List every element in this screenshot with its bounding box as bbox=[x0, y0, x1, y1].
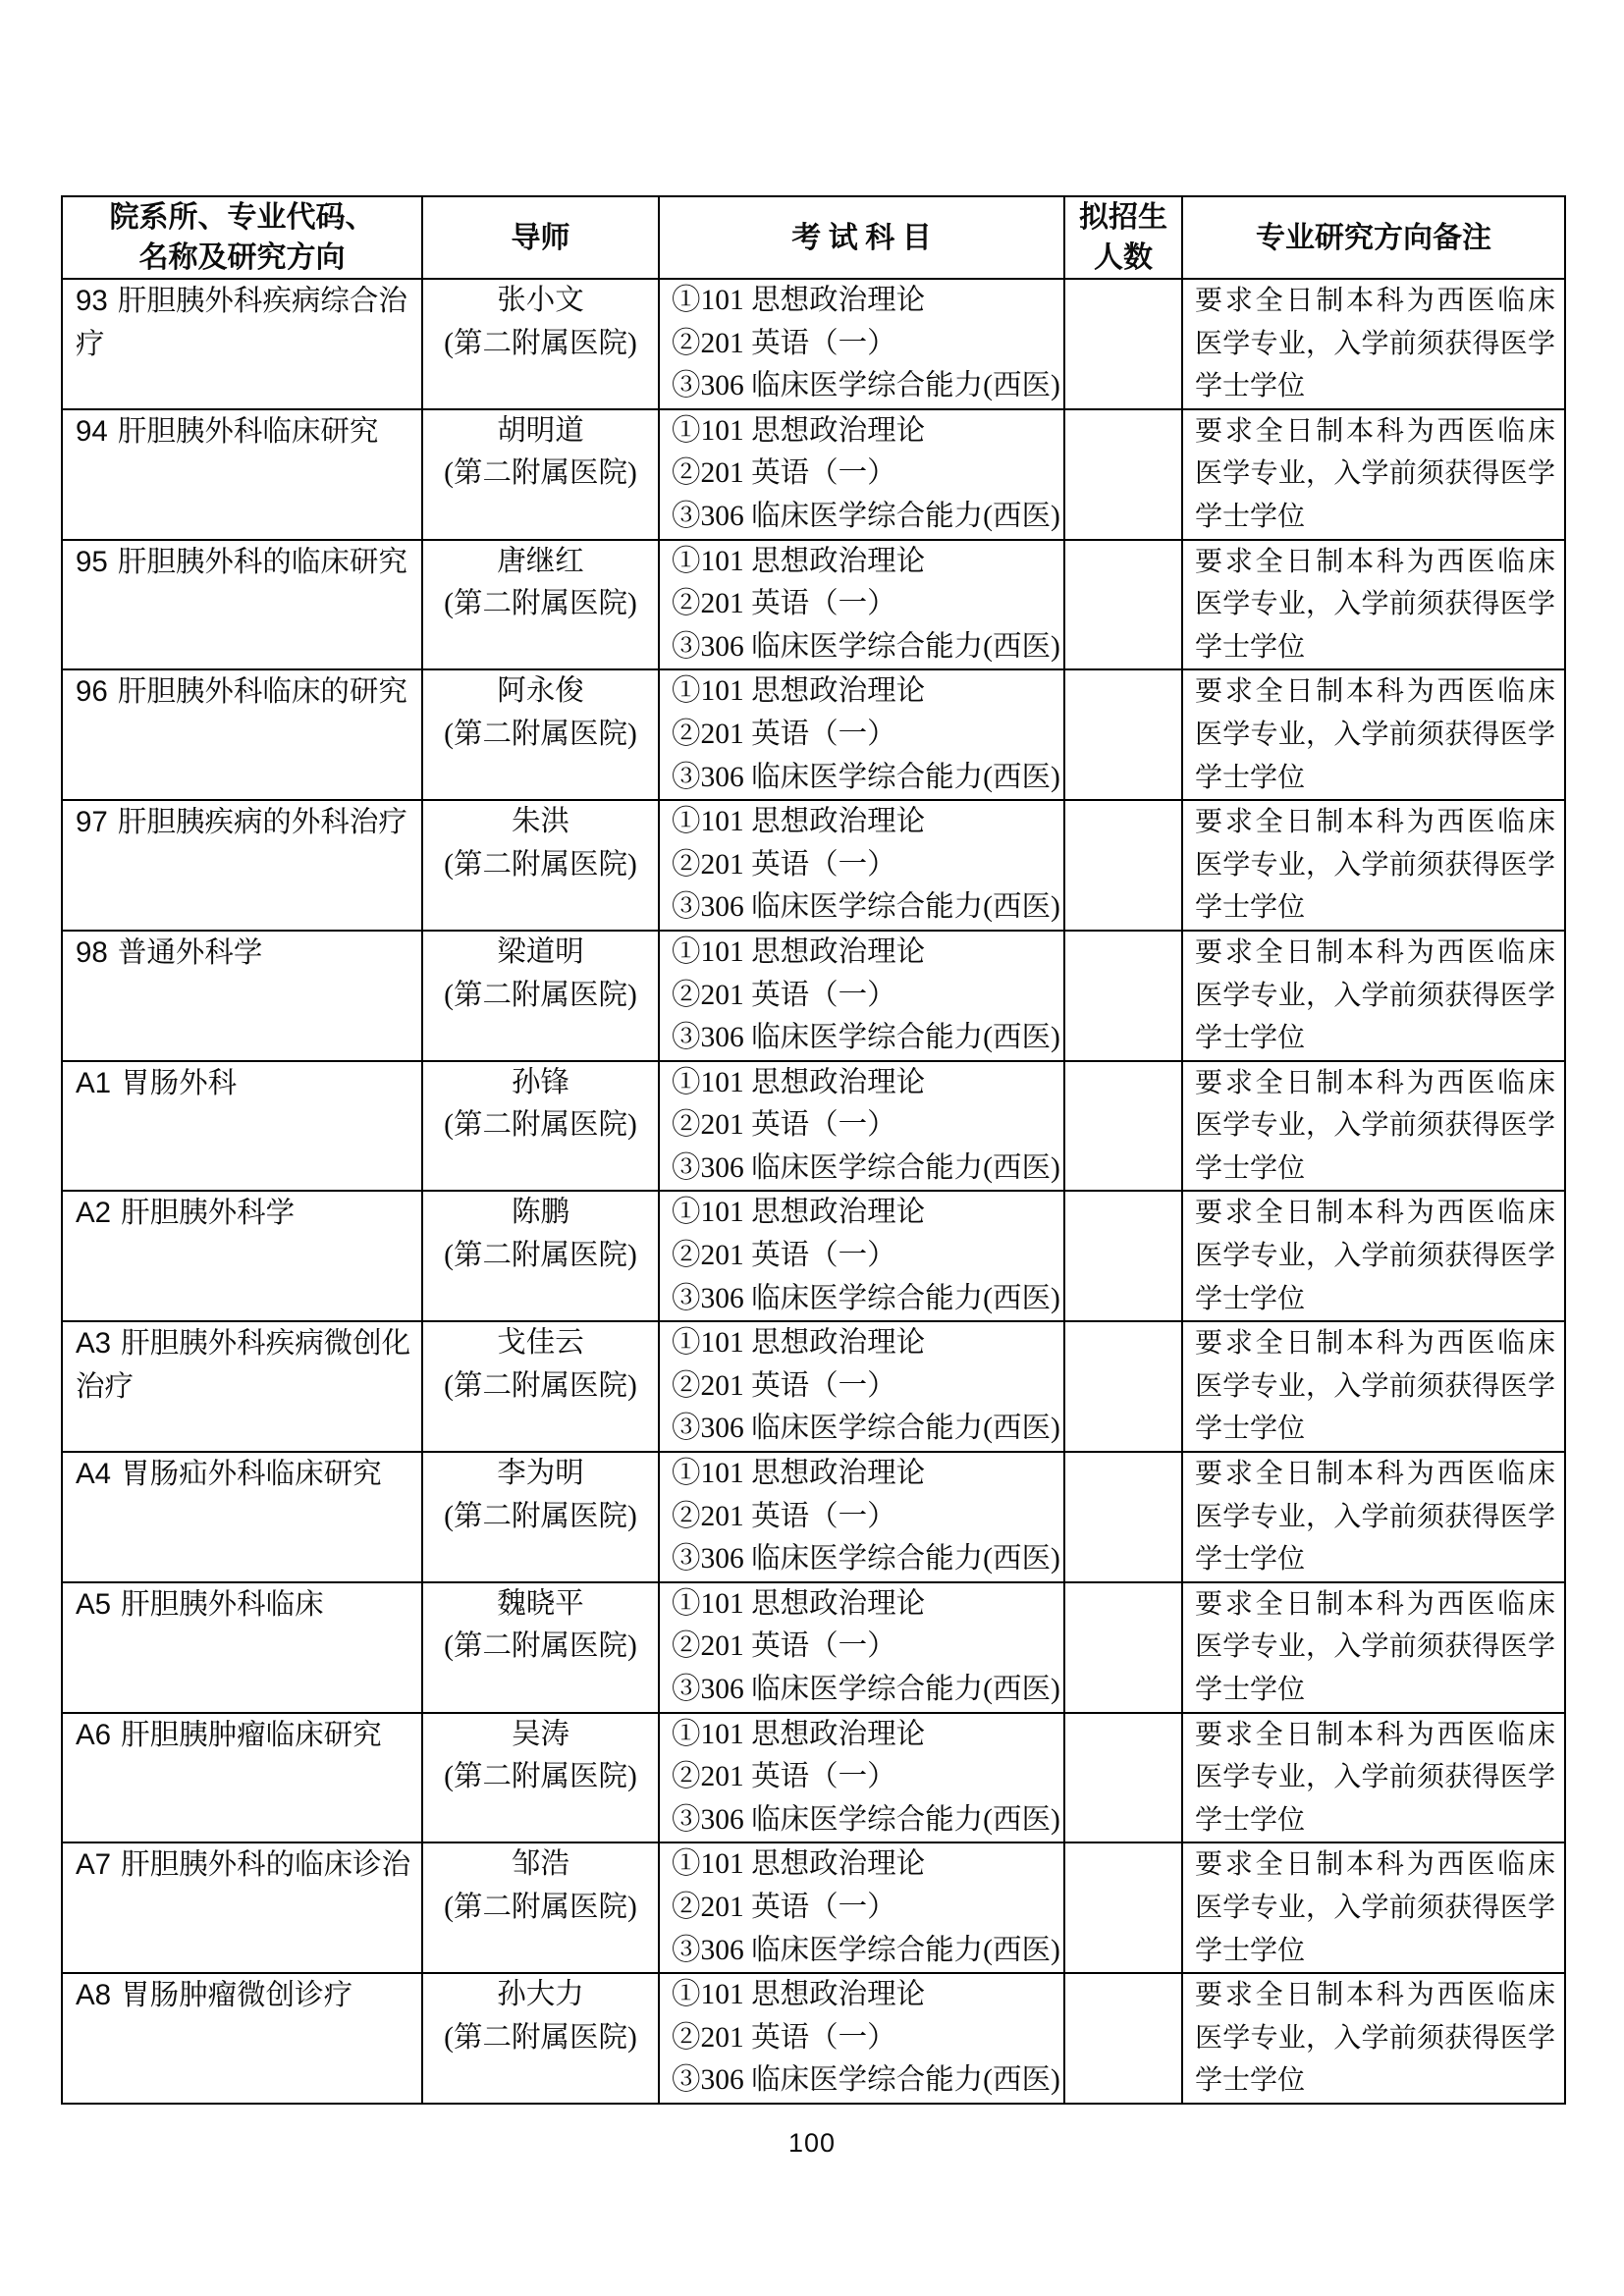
remark-line: 医学专业，入学前须获得医学 bbox=[1195, 1892, 1555, 1923]
tutor-affiliation: (第二附属医院) bbox=[444, 1630, 637, 1663]
header-department-line2: 名称及研究方向 bbox=[138, 241, 346, 274]
remark-cell bbox=[1182, 1321, 1565, 1452]
table-row bbox=[62, 1973, 1565, 2104]
enrollment-cell bbox=[1064, 1713, 1182, 1843]
tutor-name: 邹浩 bbox=[511, 1848, 569, 1881]
remark-line: 学士学位 bbox=[1195, 892, 1306, 924]
header-exam-subjects: 考 试 科 目 bbox=[659, 196, 1064, 279]
exam-subjects-cell bbox=[659, 409, 1064, 540]
direction-cell bbox=[62, 1191, 422, 1321]
remark-line: 医学专业，入学前须获得医学 bbox=[1195, 1501, 1555, 1532]
tutor-cell bbox=[422, 1582, 659, 1713]
admissions-table bbox=[61, 195, 1566, 2105]
exam-subject: ①101 思想政治理论 bbox=[672, 285, 926, 316]
tutor-name: 吴涛 bbox=[511, 1718, 569, 1750]
exam-subjects-cell bbox=[659, 279, 1064, 409]
exam-subject: ③306 临床医学综合能力(西医) bbox=[672, 370, 1060, 402]
exam-subject: ①101 思想政治理论 bbox=[672, 1197, 926, 1229]
remark-line: 要求全日制本科为西医临床 bbox=[1195, 807, 1555, 838]
page-number: 100 bbox=[787, 2128, 837, 2158]
header-row bbox=[62, 196, 1565, 279]
tutor-name: 孙大力 bbox=[497, 1979, 584, 2011]
exam-subject: ②201 英语（一） bbox=[672, 1630, 896, 1663]
exam-subjects-cell bbox=[659, 1321, 1064, 1452]
direction-cell bbox=[62, 279, 422, 409]
exam-subject: ③306 临床医学综合能力(西医) bbox=[672, 891, 1060, 924]
direction-cell bbox=[62, 1713, 422, 1843]
remark-line: 要求全日制本科为西医临床 bbox=[1195, 936, 1555, 968]
exam-subjects-cell bbox=[659, 1973, 1064, 2104]
header-department-line1: 院系所、专业代码、 bbox=[109, 201, 375, 234]
tutor-cell bbox=[422, 931, 659, 1061]
enrollment-cell bbox=[1064, 1973, 1182, 2104]
remark-line: 要求全日制本科为西医临床 bbox=[1195, 546, 1555, 577]
remark-cell bbox=[1182, 409, 1565, 540]
tutor-affiliation: (第二附属医院) bbox=[444, 979, 637, 1011]
direction-code: 96 bbox=[76, 675, 108, 709]
enrollment-cell bbox=[1064, 800, 1182, 931]
exam-subject: ①101 思想政治理论 bbox=[672, 1848, 926, 1881]
tutor-affiliation: (第二附属医院) bbox=[444, 1369, 637, 1402]
direction-code: A4 bbox=[76, 1458, 112, 1491]
remark-line: 医学专业，入学前须获得医学 bbox=[1195, 719, 1555, 750]
direction-code: 93 bbox=[76, 285, 108, 317]
exam-subject: ③306 临床医学综合能力(西医) bbox=[672, 630, 1060, 663]
remark-line: 学士学位 bbox=[1195, 1414, 1306, 1445]
exam-subjects-cell bbox=[659, 669, 1064, 800]
tutor-name: 戈佳云 bbox=[497, 1327, 584, 1360]
tutor-affiliation: (第二附属医院) bbox=[444, 718, 637, 750]
remark-line: 学士学位 bbox=[1195, 1023, 1306, 1054]
remark-line: 要求全日制本科为西医临床 bbox=[1195, 1719, 1555, 1750]
exam-subjects-cell bbox=[659, 931, 1064, 1061]
direction-code: 98 bbox=[76, 935, 108, 969]
tutor-cell bbox=[422, 800, 659, 931]
remark-line: 学士学位 bbox=[1195, 1675, 1306, 1705]
exam-subject: ③306 临床医学综合能力(西医) bbox=[672, 1151, 1060, 1184]
tutor-cell bbox=[422, 1452, 659, 1582]
tutor-affiliation: (第二附属医院) bbox=[444, 1761, 637, 1793]
enrollment-cell bbox=[1064, 540, 1182, 670]
direction-code: 97 bbox=[76, 806, 108, 839]
tutor-name: 陈鹏 bbox=[511, 1197, 569, 1229]
exam-subject: ③306 临床医学综合能力(西医) bbox=[672, 1022, 1060, 1054]
direction-name: 胃肠疝外科临床研究 bbox=[121, 1459, 382, 1491]
tutor-name: 阿永俊 bbox=[497, 675, 584, 708]
direction-name: 肝胆胰疾病的外科治疗 bbox=[117, 807, 407, 839]
table-row bbox=[62, 931, 1565, 1061]
tutor-cell bbox=[422, 1191, 659, 1321]
remark-line: 医学专业，入学前须获得医学 bbox=[1195, 458, 1555, 490]
exam-subjects-cell bbox=[659, 1842, 1064, 1973]
direction-code: A1 bbox=[76, 1066, 112, 1099]
exam-subject: ③306 临床医学综合能力(西医) bbox=[672, 500, 1060, 532]
exam-subjects-cell bbox=[659, 540, 1064, 670]
remark-line: 学士学位 bbox=[1195, 1152, 1306, 1184]
tutor-name: 梁道明 bbox=[497, 935, 584, 968]
table-row bbox=[62, 540, 1565, 670]
exam-subject: ②201 英语（一） bbox=[672, 1240, 896, 1272]
exam-subject: ①101 思想政治理论 bbox=[672, 675, 926, 708]
table-row bbox=[62, 800, 1565, 931]
tutor-name: 魏晓平 bbox=[497, 1587, 584, 1620]
direction-name: 肝胆胰外科的临床诊治 bbox=[121, 1849, 411, 1882]
direction-cell bbox=[62, 540, 422, 670]
direction-cell bbox=[62, 931, 422, 1061]
tutor-name: 唐继红 bbox=[497, 545, 584, 577]
tutor-affiliation: (第二附属医院) bbox=[444, 2021, 637, 2054]
header-enrollment-line2: 人数 bbox=[1094, 241, 1153, 274]
remark-cell bbox=[1182, 1973, 1565, 2104]
direction-code: A6 bbox=[76, 1718, 112, 1751]
remark-line: 要求全日制本科为西医临床 bbox=[1195, 1067, 1555, 1098]
tutor-affiliation: (第二附属医院) bbox=[444, 588, 637, 620]
exam-subject: ③306 临床医学综合能力(西医) bbox=[672, 1413, 1060, 1445]
exam-subjects-cell bbox=[659, 1061, 1064, 1192]
direction-name: 肝胆胰外科临床 bbox=[121, 1588, 324, 1621]
tutor-cell bbox=[422, 1842, 659, 1973]
tutor-cell bbox=[422, 669, 659, 800]
exam-subject: ②201 英语（一） bbox=[672, 1500, 896, 1532]
enrollment-cell bbox=[1064, 931, 1182, 1061]
remark-line: 医学专业，入学前须获得医学 bbox=[1195, 1110, 1555, 1142]
exam-subject: ③306 临床医学综合能力(西医) bbox=[672, 1803, 1060, 1836]
direction-name: 肝胆胰外科的临床研究 bbox=[117, 546, 407, 578]
table-row bbox=[62, 409, 1565, 540]
exam-subject: ①101 思想政治理论 bbox=[672, 545, 926, 577]
tutor-cell bbox=[422, 1973, 659, 2104]
header-remark: 专业研究方向备注 bbox=[1182, 196, 1565, 279]
remark-line: 医学专业，入学前须获得医学 bbox=[1195, 1631, 1555, 1663]
exam-subject: ②201 英语（一） bbox=[672, 1761, 896, 1793]
remark-cell bbox=[1182, 1582, 1565, 1713]
table-row bbox=[62, 669, 1565, 800]
exam-subject: ②201 英语（一） bbox=[672, 1109, 896, 1142]
tutor-cell bbox=[422, 1713, 659, 1843]
direction-cell bbox=[62, 1842, 422, 1973]
direction-code: A5 bbox=[76, 1587, 112, 1621]
remark-line: 学士学位 bbox=[1195, 501, 1306, 532]
remark-line: 要求全日制本科为西医临床 bbox=[1195, 415, 1555, 447]
exam-subject: ①101 思想政治理论 bbox=[672, 1587, 926, 1620]
table-row bbox=[62, 1842, 1565, 1973]
remark-line: 学士学位 bbox=[1195, 631, 1306, 663]
exam-subject: ②201 英语（一） bbox=[672, 588, 896, 620]
header-enrollment-line1: 拟招生 bbox=[1079, 201, 1167, 234]
tutor-name: 孙锋 bbox=[511, 1066, 569, 1098]
remark-cell bbox=[1182, 1713, 1565, 1843]
enrollment-cell bbox=[1064, 1452, 1182, 1582]
exam-subject: ②201 英语（一） bbox=[672, 848, 896, 881]
exam-subject: ①101 思想政治理论 bbox=[672, 1979, 926, 2011]
enrollment-cell bbox=[1064, 669, 1182, 800]
enrollment-cell bbox=[1064, 1061, 1182, 1192]
remark-cell bbox=[1182, 1452, 1565, 1582]
direction-cell bbox=[62, 1973, 422, 2104]
direction-name: 胃肠肿瘤微创诊疗 bbox=[121, 1980, 353, 2012]
exam-subject: ①101 思想政治理论 bbox=[672, 1066, 926, 1098]
table-row bbox=[62, 1191, 1565, 1321]
direction-code: A2 bbox=[76, 1197, 112, 1230]
remark-line: 医学专业，入学前须获得医学 bbox=[1195, 2022, 1555, 2054]
exam-subject: ②201 英语（一） bbox=[672, 1369, 896, 1402]
remark-line: 医学专业，入学前须获得医学 bbox=[1195, 328, 1555, 359]
remark-line: 要求全日制本科为西医临床 bbox=[1195, 1588, 1555, 1620]
remark-line: 学士学位 bbox=[1195, 2065, 1306, 2097]
direction-code: A8 bbox=[76, 1979, 112, 2012]
direction-code: 94 bbox=[76, 414, 108, 448]
exam-subject: ③306 临床医学综合能力(西医) bbox=[672, 1674, 1060, 1705]
direction-name: 肝胆胰外科学 bbox=[121, 1198, 296, 1230]
remark-line: 医学专业，入学前须获得医学 bbox=[1195, 1370, 1555, 1402]
remark-line: 要求全日制本科为西医临床 bbox=[1195, 1198, 1555, 1229]
direction-code: A7 bbox=[76, 1848, 112, 1882]
exam-subjects-cell bbox=[659, 800, 1064, 931]
exam-subject: ②201 英语（一） bbox=[672, 457, 896, 490]
table-body bbox=[62, 279, 1565, 2104]
remark-line: 医学专业，入学前须获得医学 bbox=[1195, 849, 1555, 881]
exam-subjects-cell bbox=[659, 1713, 1064, 1843]
exam-subject: ②201 英语（一） bbox=[672, 1891, 896, 1923]
remark-line: 学士学位 bbox=[1195, 1283, 1306, 1314]
table-row bbox=[62, 1713, 1565, 1843]
enrollment-cell bbox=[1064, 1191, 1182, 1321]
exam-subject: ③306 临床医学综合能力(西医) bbox=[672, 761, 1060, 793]
tutor-affiliation: (第二附属医院) bbox=[444, 1891, 637, 1923]
tutor-name: 张小文 bbox=[497, 285, 584, 316]
remark-line: 要求全日制本科为西医临床 bbox=[1195, 1980, 1555, 2011]
remark-cell bbox=[1182, 279, 1565, 409]
header-enrollment bbox=[1064, 196, 1182, 279]
tutor-cell bbox=[422, 1321, 659, 1452]
exam-subject: ③306 临床医学综合能力(西医) bbox=[672, 1282, 1060, 1314]
tutor-affiliation: (第二附属医院) bbox=[444, 327, 637, 359]
direction-code: 95 bbox=[76, 545, 108, 578]
remark-cell bbox=[1182, 1191, 1565, 1321]
remark-line: 要求全日制本科为西医临床 bbox=[1195, 1328, 1555, 1360]
direction-name: 肝胆胰外科临床的研究 bbox=[117, 676, 407, 709]
exam-subject: ②201 英语（一） bbox=[672, 718, 896, 750]
tutor-cell bbox=[422, 279, 659, 409]
exam-subject: ③306 临床医学综合能力(西医) bbox=[672, 1543, 1060, 1575]
tutor-affiliation: (第二附属医院) bbox=[444, 457, 637, 490]
exam-subject: ②201 英语（一） bbox=[672, 979, 896, 1011]
remark-cell bbox=[1182, 540, 1565, 670]
tutor-affiliation: (第二附属医院) bbox=[444, 1109, 637, 1142]
table-row bbox=[62, 279, 1565, 409]
table-row bbox=[62, 1061, 1565, 1192]
exam-subject: ①101 思想政治理论 bbox=[672, 1458, 926, 1490]
remark-line: 要求全日制本科为西医临床 bbox=[1195, 676, 1555, 708]
exam-subject: ②201 英语（一） bbox=[672, 2021, 896, 2054]
table-row bbox=[62, 1452, 1565, 1582]
direction-name: 肝胆胰肿瘤临床研究 bbox=[121, 1719, 382, 1751]
tutor-affiliation: (第二附属医院) bbox=[444, 1500, 637, 1532]
direction-cell bbox=[62, 669, 422, 800]
direction-cell bbox=[62, 800, 422, 931]
tutor-name: 李为明 bbox=[497, 1458, 584, 1490]
remark-line: 学士学位 bbox=[1195, 762, 1306, 793]
direction-name: 肝胆胰外科疾病微创化治疗 bbox=[76, 1328, 411, 1403]
remark-line: 医学专业，入学前须获得医学 bbox=[1195, 1762, 1555, 1793]
remark-line: 医学专业，入学前须获得医学 bbox=[1195, 1241, 1555, 1272]
tutor-affiliation: (第二附属医院) bbox=[444, 1240, 637, 1272]
header-tutor: 导师 bbox=[422, 196, 659, 279]
enrollment-cell bbox=[1064, 1582, 1182, 1713]
enrollment-cell bbox=[1064, 409, 1182, 540]
exam-subject: ①101 思想政治理论 bbox=[672, 806, 926, 838]
tutor-affiliation: (第二附属医院) bbox=[444, 848, 637, 881]
exam-subjects-cell bbox=[659, 1452, 1064, 1582]
enrollment-cell bbox=[1064, 279, 1182, 409]
direction-name: 普通外科学 bbox=[117, 936, 263, 969]
remark-line: 要求全日制本科为西医临床 bbox=[1195, 1459, 1555, 1490]
exam-subject: ①101 思想政治理论 bbox=[672, 935, 926, 968]
exam-subject: ③306 临床医学综合能力(西医) bbox=[672, 1934, 1060, 1966]
tutor-name: 朱洪 bbox=[511, 806, 569, 838]
exam-subjects-cell bbox=[659, 1191, 1064, 1321]
remark-line: 学士学位 bbox=[1195, 1804, 1306, 1836]
direction-cell bbox=[62, 409, 422, 540]
tutor-cell bbox=[422, 540, 659, 670]
direction-cell bbox=[62, 1061, 422, 1192]
exam-subject: ①101 思想政治理论 bbox=[672, 1718, 926, 1750]
table-row bbox=[62, 1582, 1565, 1713]
exam-subject: ①101 思想政治理论 bbox=[672, 1327, 926, 1360]
tutor-cell bbox=[422, 409, 659, 540]
direction-code: A3 bbox=[76, 1327, 112, 1361]
exam-subject: ①101 思想政治理论 bbox=[672, 414, 926, 447]
remark-cell bbox=[1182, 669, 1565, 800]
remark-cell bbox=[1182, 800, 1565, 931]
tutor-cell bbox=[422, 1061, 659, 1192]
direction-cell bbox=[62, 1582, 422, 1713]
exam-subject: ③306 临床医学综合能力(西医) bbox=[672, 2064, 1060, 2097]
remark-line: 医学专业，入学前须获得医学 bbox=[1195, 589, 1555, 620]
remark-cell bbox=[1182, 1842, 1565, 1973]
direction-name: 肝胆胰外科疾病综合治疗 bbox=[76, 286, 407, 360]
header-department-major bbox=[62, 196, 422, 279]
remark-cell bbox=[1182, 1061, 1565, 1192]
exam-subjects-cell bbox=[659, 1582, 1064, 1713]
direction-name: 胃肠外科 bbox=[121, 1067, 238, 1099]
exam-subject: ②201 英语（一） bbox=[672, 327, 896, 359]
direction-cell bbox=[62, 1321, 422, 1452]
remark-line: 要求全日制本科为西医临床 bbox=[1195, 286, 1555, 316]
direction-cell bbox=[62, 1452, 422, 1582]
enrollment-cell bbox=[1064, 1842, 1182, 1973]
remark-line: 医学专业，入学前须获得医学 bbox=[1195, 980, 1555, 1011]
remark-line: 学士学位 bbox=[1195, 371, 1306, 402]
enrollment-cell bbox=[1064, 1321, 1182, 1452]
table-row bbox=[62, 1321, 1565, 1452]
remark-cell bbox=[1182, 931, 1565, 1061]
remark-line: 要求全日制本科为西医临床 bbox=[1195, 1849, 1555, 1881]
remark-line: 学士学位 bbox=[1195, 1935, 1306, 1966]
direction-name: 肝胆胰外科临床研究 bbox=[117, 415, 379, 448]
remark-line: 学士学位 bbox=[1195, 1544, 1306, 1575]
tutor-name: 胡明道 bbox=[497, 414, 584, 447]
